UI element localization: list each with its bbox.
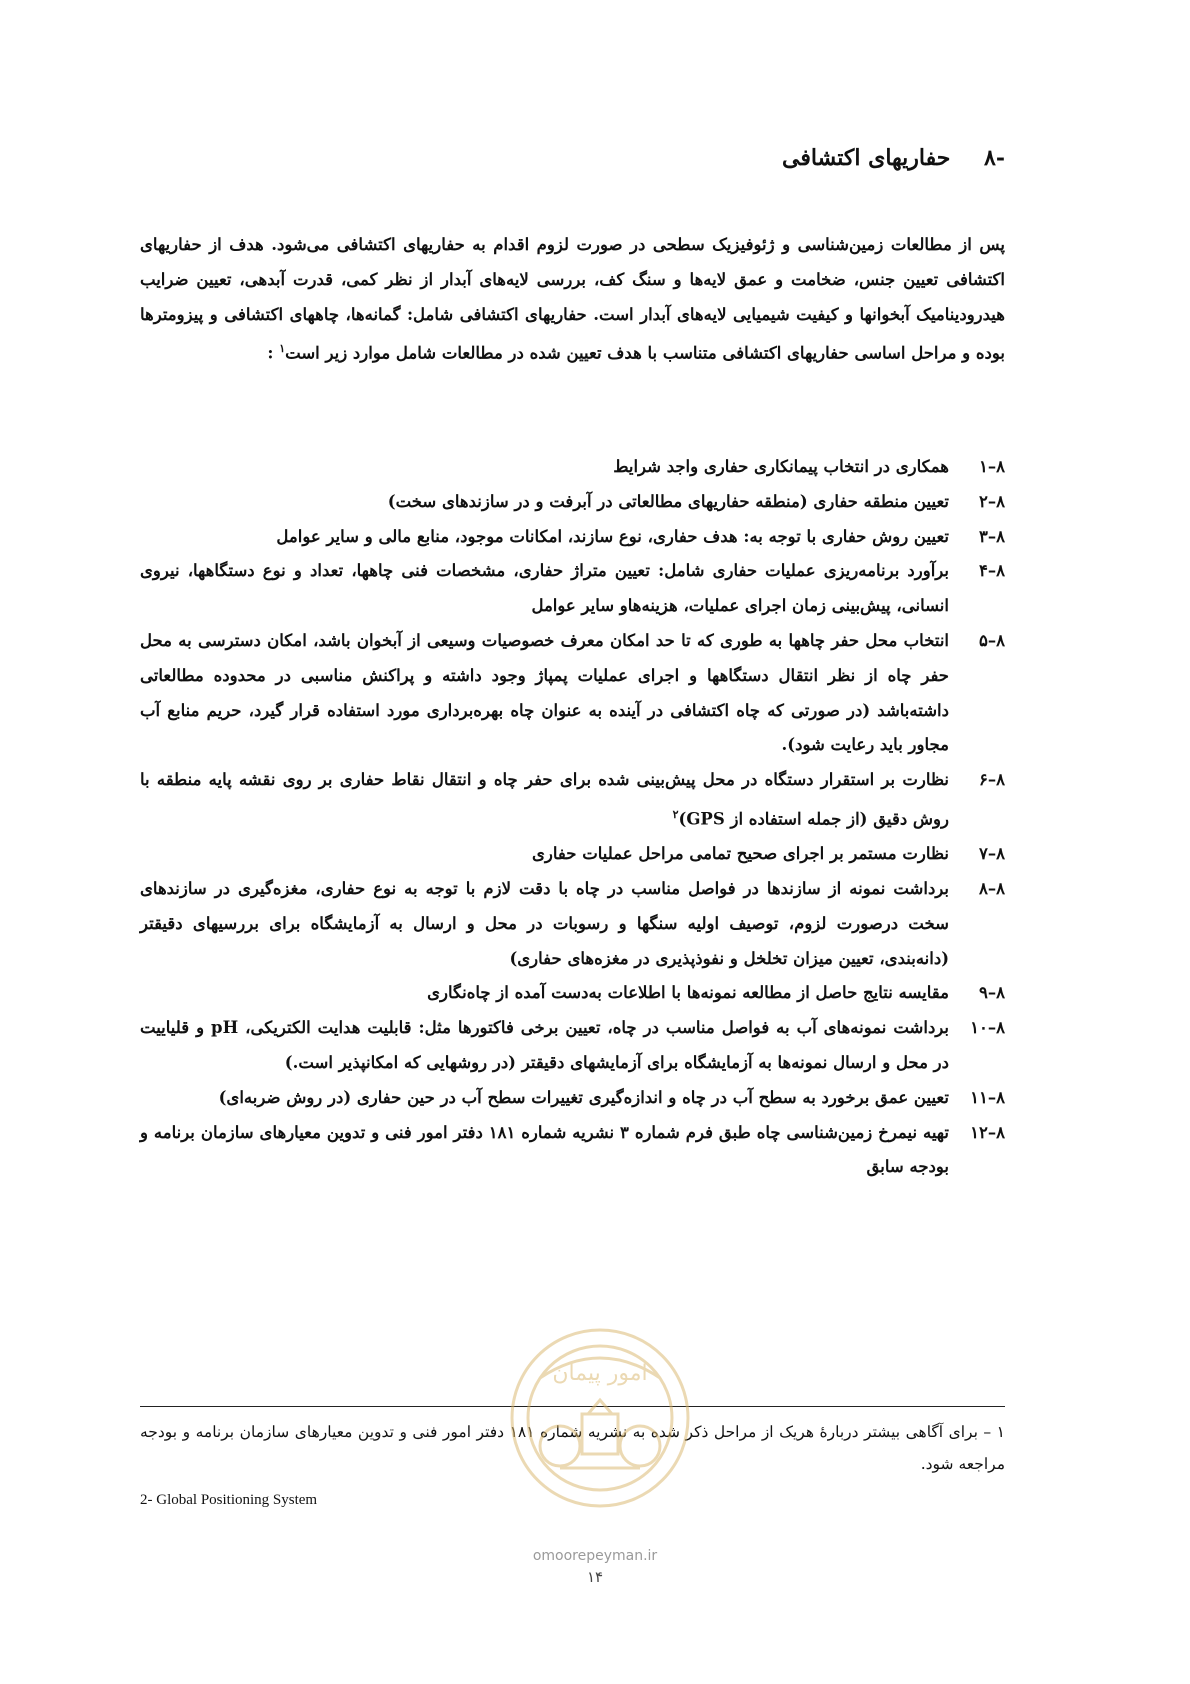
list-item	[140, 624, 1005, 763]
watermark-logo-text: امور پیمان	[552, 1361, 648, 1386]
item-text: تعیین عمق برخورد به سطح آب در چاه و اندازه‌گیری تغییرات سطح آب در حین حفاری (در روش ضربه‌ای)	[218, 1087, 949, 1107]
item-number: ۸–۳	[979, 526, 1005, 546]
footnote-2: 2- Global Positioning System	[140, 1492, 318, 1508]
page-number: ۱۴	[586, 1568, 604, 1586]
footnote-1: ۱ – برای آگاهی بیشتر دربارهٔ هریک از مراحل ذکر شده به نشریه شماره ۱۸۱ دفتر امور فنی و تدوین معیارهای سازمان برنامه و بودجه مراجعه شود.	[140, 1423, 1005, 1473]
section-title: حفاریهای اکتشافی	[782, 145, 951, 171]
intro-paragraph	[140, 228, 1005, 372]
steps-list	[140, 450, 1005, 1185]
list-item	[140, 1011, 1005, 1081]
list-item	[140, 450, 1005, 485]
item-number: ۸–۹	[979, 983, 1005, 1003]
list-item	[140, 554, 1005, 624]
section-number: -۸	[984, 145, 1005, 171]
footnote-ref-1[interactable]: ۱	[279, 342, 286, 356]
list-item	[140, 763, 1005, 837]
item-number: ۸–۱۱	[970, 1087, 1005, 1107]
item-text: تعیین روش حفاری با توجه به: هدف حفاری، نوع سازند، امکانات موجود، منابع مالی و سایر عوامل	[276, 526, 949, 546]
list-item	[140, 485, 1005, 520]
list-item	[140, 976, 1005, 1011]
item-number: ۸–۱۲	[970, 1122, 1005, 1142]
item-text: برآورد برنامه‌ریزی عملیات حفاری شامل: تعیین متراژ حفاری، مشخصات فنی چاهها، تعداد و نوع دستگاهها، نیروی انسانی، پیش‌بینی زمان اجرای عملیات، هزینه‌هاو سایر عوامل	[140, 561, 950, 616]
item-number: ۸–۷	[979, 844, 1005, 864]
item-text: تهیه نیمرخ زمین‌شناسی چاه طبق فرم شماره ۳ نشریه شماره ۱۸۱ دفتر امور فنی و تدوین معیارهای سازمان برنامه و بودجه سابق	[140, 1122, 950, 1177]
item-text: همکاری در انتخاب پیمانکاری حفاری واجد شرایط	[613, 457, 949, 476]
list-item	[140, 837, 1005, 872]
intro-tail: :	[267, 343, 280, 363]
item-number: ۸–۱	[979, 457, 1005, 476]
item-text: تعیین منطقه حفاری (منطقه حفاریهای مطالعاتی در آبرفت و در سازندهای سخت)	[387, 491, 949, 511]
item-text: برداشت نمونه از سازندها در فواصل مناسب در چاه با دقت لازم با توجه به نوع حفاری، مغزه‌گیری در سازندهای سخت درصورت لزوم، توصیف اولیه سنگها و رسوبات در محل و ارسال به آزمایشگاه برای بررسیهای دقیقتر (دانه‌بندی، تعیین میزان تخلخل و نفوذپذیری در مغزه‌های حفاری)	[140, 879, 949, 968]
list-item	[140, 520, 1005, 555]
item-number: ۸–۲	[979, 491, 1005, 511]
item-number: ۸–۱۰	[970, 1018, 1005, 1038]
item-text: مقایسه نتایج حاصل از مطالعه نمونه‌ها با اطلاعات به‌دست آمده از چاه‌نگاری	[427, 983, 949, 1003]
item-number: ۸–۸	[979, 879, 1005, 899]
item-text: انتخاب محل حفر چاهها به طوری که تا حد امکان معرف خصوصیات وسیعی از آبخوان باشد، امکان دسترسی به محل حفر چاه از نظر انتقال دستگاهها و اجرای عملیات پمپاژ وجود داشته و پراکنش مناسبی در محدوده مطالعاتی داشته‌باشد (در صورتی که چاه اکتشافی در آینده به عنوان چاه بهره‌برداری مورد استفاده قرار گیرد، حریم منابع آب مجاور باید رعایت شود).	[140, 630, 949, 755]
item-number: ۸–۶	[979, 770, 1005, 790]
list-item	[140, 1116, 1005, 1186]
list-item	[140, 1081, 1005, 1116]
watermark-site: omoorepeyman.ir	[532, 1548, 658, 1564]
footnote-ref-2[interactable]: ۲	[672, 807, 679, 821]
item-number: ۸–۵	[979, 630, 1005, 650]
list-item	[140, 872, 1005, 976]
item-text: نظارت بر استقرار دستگاه در محل پیش‌بینی شده برای حفر چاه و انتقال نقاط حفاری بر روی نقشه پایه منطقه با روش دقیق (از جمله استفاده از GPS)	[140, 770, 949, 829]
footnote-separator	[140, 1406, 1005, 1407]
item-number: ۸–۴	[979, 561, 1005, 581]
item-text: نظارت مستمر بر اجرای صحیح تمامی مراحل عملیات حفاری	[532, 844, 949, 864]
section-heading	[782, 145, 1005, 171]
item-text: برداشت نمونه‌های آب به فواصل مناسب در چاه، تعیین برخی فاکتورها مثل: قابلیت هدایت الکتریکی، pH و قلیاییت در محل و ارسال نمونه‌ها به آزمایشگاه برای آزمایشهای دقیقتر (در روشهایی که امکانپذیر است.)	[140, 1018, 949, 1073]
intro-text: پس از مطالعات زمین‌شناسی و ژئوفیزیک سطحی در صورت لزوم اقدام به حفاریهای اکتشافی می‌شود. هدف از حفاریهای اکتشافی تعیین جنس، ضخامت و عمق لایه‌ها و سنگ کف، بررسی لایه‌های آبدار از نظر کمی، قدرت آبدهی، تعیین ضرایب هیدرودینامیک آبخوانها و کیفیت شیمیایی لایه‌های آبدار است. حفاریهای اکتشافی شامل: گمانه‌ها، چاههای اکتشافی و پیزومترها بوده و مراحل اساسی حفاریهای اکتشافی متناسب با هدف تعیین شده در مطالعات شامل موارد زیر است	[140, 235, 1005, 363]
